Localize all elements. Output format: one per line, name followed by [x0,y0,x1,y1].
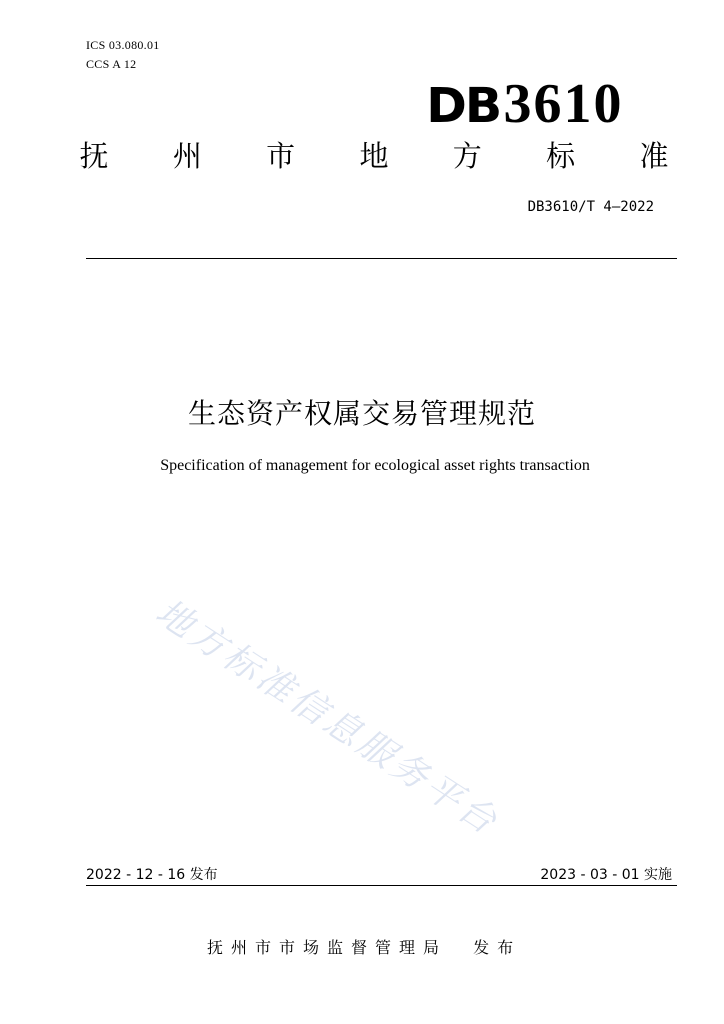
implement-date: 2023 - 03 - 01 实施 [540,867,672,883]
document-title-cn: 生态资产权属交易管理规范 [187,397,536,430]
standard-type-char: 地 [359,139,389,173]
standard-type-char: 标 [546,139,576,173]
db-prefix: DB [426,78,501,134]
bottom-divider [86,885,677,886]
standard-number: DB3610/T 4—2022 [527,199,654,215]
standard-type-char: 准 [639,139,669,173]
document-title-en: Specification of management for ecological asset rights transaction [160,457,590,474]
ics-code: ICS 03.080.01 [86,38,160,52]
publisher: 抚州市市场监督管理局 发布 [207,938,522,957]
standard-type-title [78,138,670,174]
top-divider [86,258,677,259]
watermark: 地方标准信息服务平台 [148,591,507,844]
db-standard-code [426,68,624,135]
standard-type-char: 州 [172,139,202,173]
db-number: 3610 [503,73,624,135]
ccs-code: CCS A 12 [86,57,137,71]
standard-type-char: 抚 [79,139,109,173]
standard-type-char: 市 [266,139,296,173]
issue-date: 2022 - 12 - 16 发布 [86,867,218,883]
standard-type-char: 方 [452,139,482,173]
